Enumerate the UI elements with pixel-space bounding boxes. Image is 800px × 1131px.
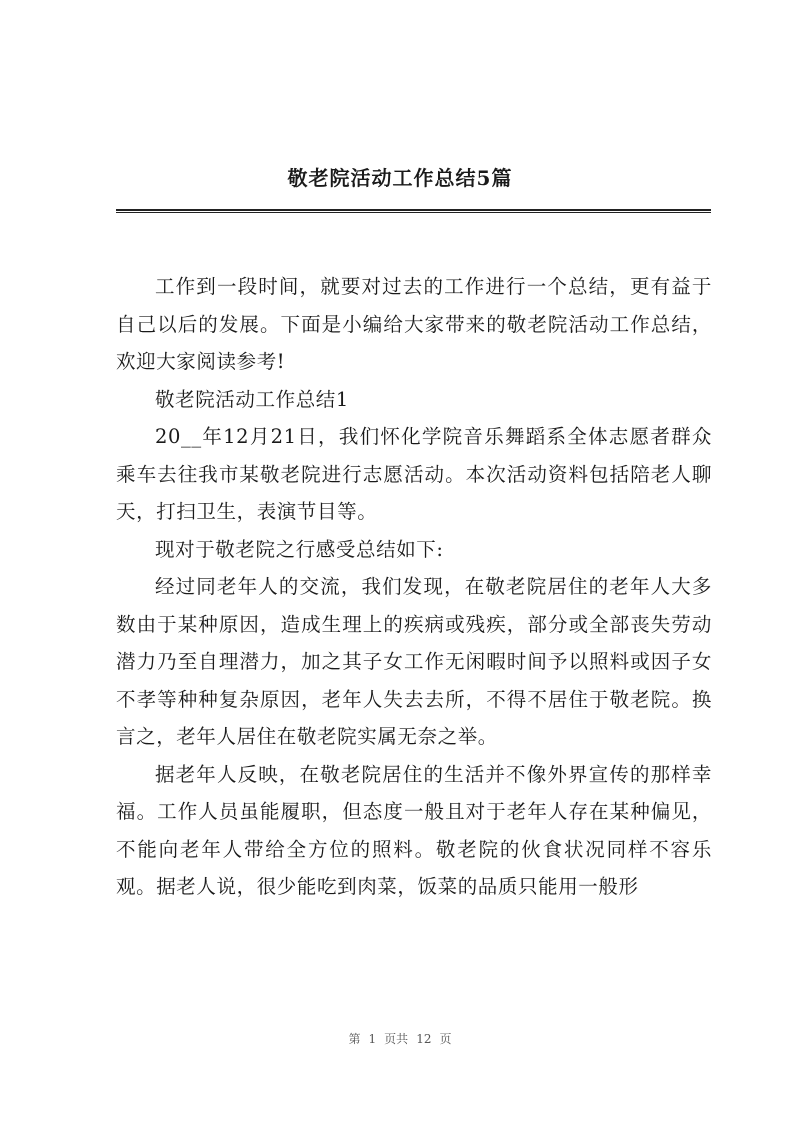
footer-middle: 页共 (384, 1032, 409, 1046)
footer-prefix: 第 (348, 1032, 361, 1046)
paragraph-activity: 20__年12月21日，我们怀化学院音乐舞蹈系全体志愿者群众乘车去往我市某敬老院进行志愿活动。本次活动资料包括陪老人聊天，打扫卫生，表演节目等。 (116, 425, 712, 523)
footer-suffix: 页 (439, 1032, 452, 1046)
page-footer (0, 1031, 800, 1047)
title-divider (116, 209, 711, 213)
section-heading: 敬老院活动工作总结1 (155, 387, 349, 411)
paragraph-intro: 工作到一段时间，就要对过去的工作进行一个总结，更有益于自己以后的发展。下面是小编给大家带来的敬老院活动工作总结，欢迎大家阅读参考! (116, 275, 712, 373)
document-title: 敬老院活动工作总结5篇 (287, 166, 513, 190)
paragraph-observation: 经过同老年人的交流，我们发现，在敬老院居住的老年人大多数由于某种原因，造成生理上的疾病或残疾，部分或全部丧失劳动潜力乃至自理潜力，加之其子女工作无闲暇时间予以照料或因子女不孝等种种复杂原因，老年人失去去所，不得不居住于敬老院。换言之，老年人居住在敬老院实属无奈之举。 (116, 575, 712, 748)
paragraph-summary-lead: 现对于敬老院之行感受总结如下: (155, 537, 444, 561)
paragraph-feedback: 据老年人反映，在敬老院居住的生活并不像外界宣传的那样幸福。工作人员虽能履职，但态度一般且对于老年人存在某种偏见，不能向老年人带给全方位的照料。敬老院的伙食状况同样不容乐观。据老人说，很少能吃到肉菜，饭菜的品质只能用一般形 (116, 762, 712, 898)
document-body (116, 268, 712, 906)
footer-current-page: 1 (368, 1032, 377, 1046)
footer-total-pages: 12 (416, 1032, 432, 1046)
